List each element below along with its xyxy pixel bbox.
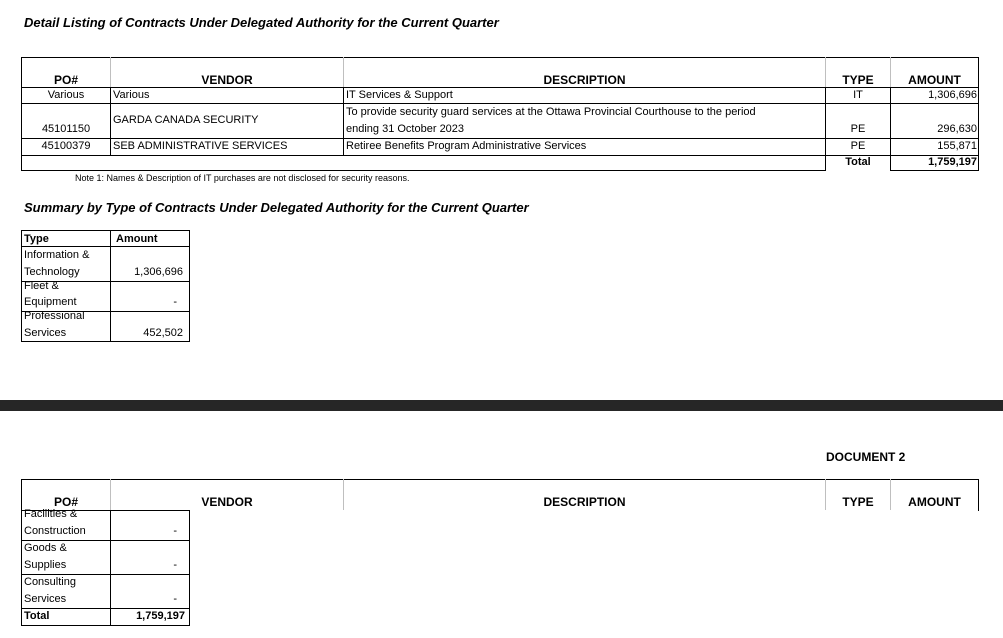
total-amount: 1,759,197 <box>928 156 977 168</box>
summary-amount: - <box>173 525 177 537</box>
row-po: Various <box>47 89 85 101</box>
summary-amount: - <box>173 296 177 308</box>
row-description: Retiree Benefits Program Administrative Services <box>346 140 587 152</box>
col-header-vendor: VENDOR <box>201 73 253 87</box>
row-amount: 1,306,696 <box>928 89 977 101</box>
total-label: Total <box>845 156 871 168</box>
row-po: 45100379 <box>41 140 91 152</box>
col-header-po: PO# <box>53 73 78 87</box>
doc2-header-po: PO# <box>53 495 78 509</box>
doc2-header-amount: AMOUNT <box>908 495 961 509</box>
summary-header-type: Type <box>24 233 49 245</box>
doc2-header-vendor: VENDOR <box>201 495 253 509</box>
summary-type-line2: Equipment <box>24 296 77 308</box>
row-description-cont: ending 31 October 2023 <box>346 123 465 135</box>
summary-amount: - <box>173 593 177 605</box>
summary-type-line1: Information & <box>24 249 90 261</box>
doc2-header-description: DESCRIPTION <box>543 495 626 509</box>
summary-total-amount: 1,759,197 <box>136 610 185 622</box>
row-po: 45101150 <box>41 123 91 135</box>
detail-note: Note 1: Names & Description of IT purchases are not disclosed for security reasons. <box>75 173 410 183</box>
row-vendor: Various <box>113 89 150 101</box>
summary-type-line1: Goods & <box>24 542 67 554</box>
summary-type-line1: Fleet & <box>24 280 59 292</box>
col-header-description: DESCRIPTION <box>543 73 626 87</box>
summary-type-line2: Construction <box>24 525 86 537</box>
summary-type-line2: Services <box>24 327 67 339</box>
summary-type-line2: Services <box>24 593 67 605</box>
summary-type-line1: Professional <box>24 310 85 322</box>
summary-amount: 452,502 <box>143 327 183 339</box>
col-header-type: TYPE <box>842 73 874 87</box>
col-header-amount: AMOUNT <box>908 73 961 87</box>
summary-amount: - <box>173 559 177 571</box>
summary-header-amount: Amount <box>116 233 158 245</box>
row-description: To provide security guard services at the Ottawa Provincial Courthouse to the period <box>346 106 756 118</box>
row-vendor: SEB ADMINISTRATIVE SERVICES <box>113 140 288 152</box>
document-label: DOCUMENT 2 <box>826 450 906 464</box>
summary-type-line1: Consulting <box>24 576 76 588</box>
row-type: IT <box>853 89 863 101</box>
row-vendor: GARDA CANADA SECURITY <box>113 114 259 126</box>
summary-type-line2: Technology <box>24 266 80 278</box>
row-amount: 155,871 <box>937 140 977 152</box>
detail-title: Detail Listing of Contracts Under Delegated Authority for the Current Quarter <box>24 15 499 30</box>
row-type: PE <box>850 140 866 152</box>
row-amount: 296,630 <box>937 123 977 135</box>
page-divider <box>0 400 1003 411</box>
doc2-header-type: TYPE <box>842 495 874 509</box>
row-description: IT Services & Support <box>346 89 453 101</box>
summary-amount: 1,306,696 <box>134 266 183 278</box>
summary-title: Summary by Type of Contracts Under Delegated Authority for the Current Quarter <box>24 200 529 215</box>
summary-total-label: Total <box>24 610 50 622</box>
summary-type-line2: Supplies <box>24 559 67 571</box>
row-type: PE <box>850 123 866 135</box>
summary-type-line1: Facilities & <box>24 508 78 520</box>
